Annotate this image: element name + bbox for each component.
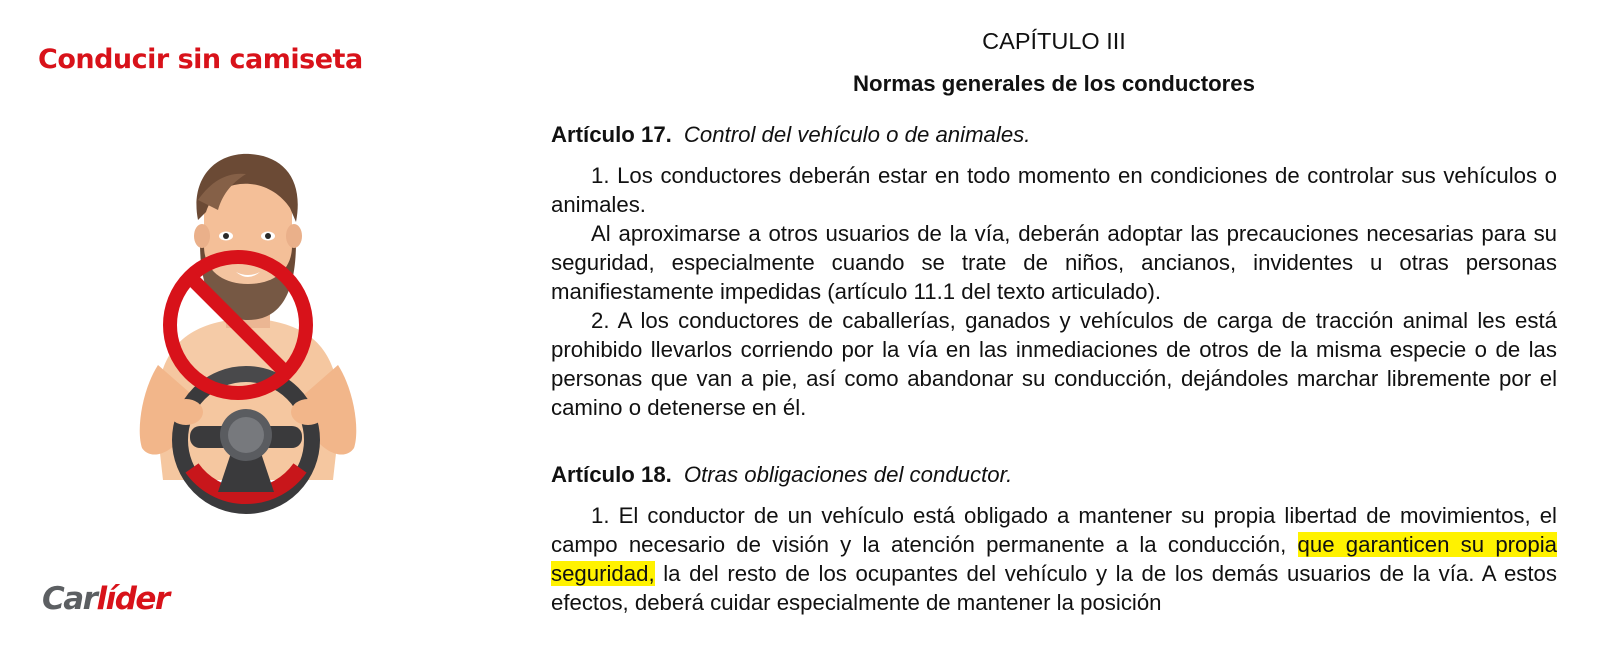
shirtless-driver-prohibited-icon [128,150,368,520]
article-17-paragraph-3: 2. A los conductores de caballerías, ganados y vehículos de carga de tracción animal les está prohibido llevarlos corriendo por la vía en las inmediaciones de otros de la misma especie o de las personas que van a pie, así como abandonar su conducción, dejándoles marchar libremente por el camino o detenerse en él. [551,308,1557,420]
article-18-heading [551,460,1557,489]
article-17-paragraph-2: Al aproximarse a otros usuarios de la vía, deberán adoptar las precauciones necesarias para su seguridad, especialmente cuando se trate de niños, ancianos, invidentes u otras personas manifiestamente impedidas (artículo 11.1 del texto articulado). [551,221,1557,304]
chapter-heading: CAPÍTULO III [982,28,1126,54]
article-18-number: Artículo 18. [551,462,672,487]
brand-logo-part2: líder [96,581,169,617]
article-18-text-after: la del resto de los ocupantes del vehículo y la de los demás usuarios de la vía. A estos efectos, deberá cuidar especialmente de mantener la posición [551,561,1557,615]
highlighted-text: que garanticen su propia seguridad, [551,532,1557,586]
article-17-paragraph-1: 1. Los conductores deberán estar en todo momento en condiciones de controlar sus vehículos o animales. [551,163,1557,217]
chapter-title: Normas generales de los conductores [853,71,1255,96]
slide-left-panel [0,0,520,648]
article-18-paragraph-1 [551,501,1557,617]
article-17-number: Artículo 17. [551,122,672,147]
slide-title: Conducir sin camiseta [38,44,363,75]
brand-logo-part1: Car [42,581,97,617]
brand-logo [42,581,169,617]
article-17-heading [551,120,1557,149]
regulation-document [551,22,1557,617]
article-18-text-before: 1. El conductor de un vehículo está obligado a mantener su propia libertad de movimientos, el campo necesario de visión y la atención permanente a la conducción, [551,503,1557,557]
section-spacer [551,422,1557,438]
article-17-title: Control del vehículo o de animales. [683,122,1031,147]
article-18-title: Otras obligaciones del conductor. [683,462,1013,487]
